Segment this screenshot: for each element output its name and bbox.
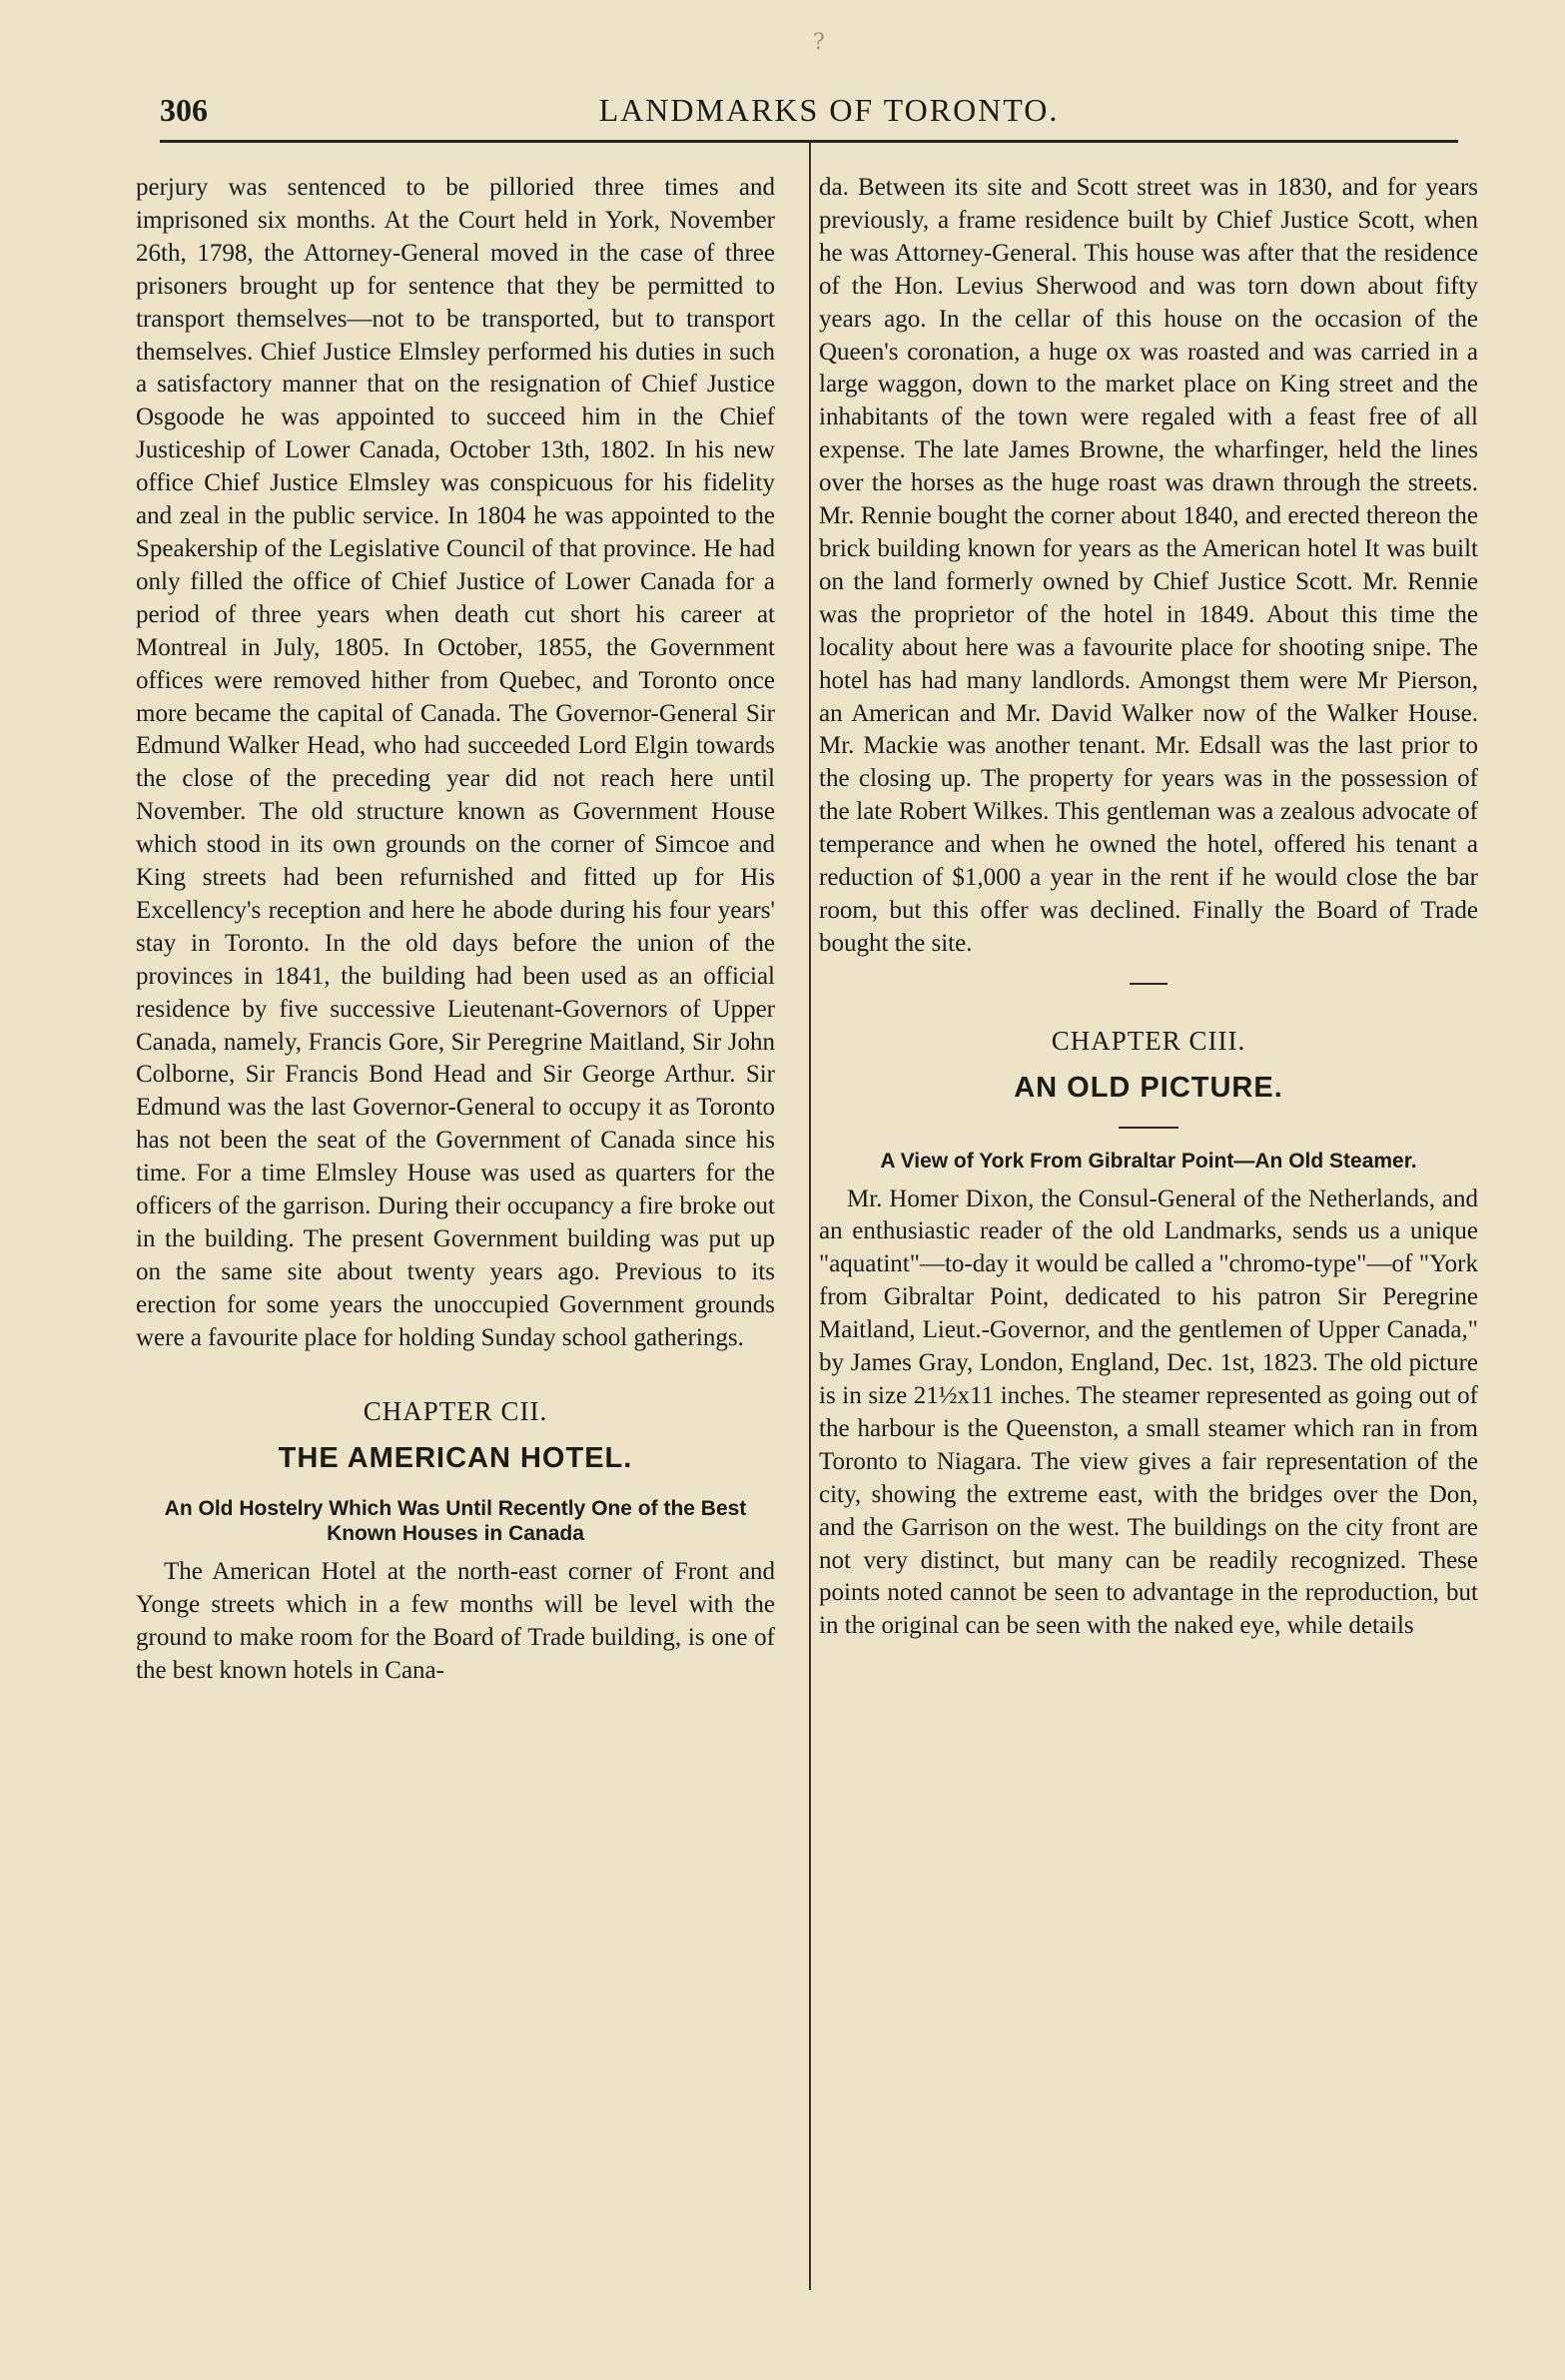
running-title: LANDMARKS OF TORONTO.: [598, 92, 1060, 128]
left-column: [136, 172, 775, 1688]
chapter-number-ciii: CHAPTER CIII.: [1051, 1025, 1246, 1056]
title-dash: [1119, 1127, 1178, 1129]
chapter-subtitle-cii: An Old Hostelry Which Was Until Recently One of the Best Known Houses in Canada: [164, 1497, 747, 1546]
right-column: [819, 172, 1478, 1643]
section-dash: [1130, 983, 1168, 985]
chapter-subtitle-ciii: A View of York From Gibraltar Point—An Old Steamer.: [880, 1149, 1417, 1173]
left-paragraph-1: perjury was sentenced to be pilloried three times and imprisoned six months. At the Court held in York, November 26th, 1798, the Attorney-General moved in the case of three prisoners brought up for sentence that they be permitted to transport themselves—not to be transported, but to transport themselves. Chief Justice Elmsley performed his duties in such a satisfactory manner that on the resignation of Chief Justice Osgoode he was appointed to succeed him in the Chief Justiceship of Lower Canada, October 13th, 1802. In his new office Chief Justice Elmsley was conspicuous for his fidelity and zeal in the public service. In 1804 he was appointed to the Speakership of the Legislative Council of that province. He had only filled the office of Chief Justice of Lower Canada for a period of three years when death cut short his career at Montreal in July, 1805. In October, 1855, the Government offices were removed hither from Quebec, and Toronto once more became the capital of Canada. The Governor-General Sir Edmund Walker Head, who had succeeded Lord Elgin towards the close of the preceding year did not reach here until November. The old structure known as Government House which stood in its own grounds on the corner of Simcoe and King streets had been refurnished and fitted up for His Excellency's reception and here he abode during his four years' stay in Toronto. In the old days before the union of the provinces in 1841, the building had been used as an official residence by five successive Lieutenant-Governors of Upper Canada, namely, Francis Gore, Sir Peregrine Maitland, Sir John Colborne, Sir Francis Bond Head and Sir George Arthur. Sir Edmund was the last Governor-General to occupy it as Toronto has not been the seat of the Government of Canada since his time. For a time Elmsley House was used as quarters for the officers of the garrison. During their occupancy a fire broke out in the building. The present Government building was put up on the same site about twenty years ago. Previous to its erection for some years the unoccupied Government grounds were a favourite place for holding Sunday school gatherings.: [136, 174, 775, 1351]
right-paragraph-2: Mr. Homer Dixon, the Consul-General of the Netherlands, and an enthusiastic reader of the old Landmarks, sends us a unique "aquatint"—to-day it would be called a "chromo-type"—of "York from Gibraltar Point, dedicated to his patron Sir Peregrine Maitland, Lieut.-Governor, and the gentlemen of Upper Canada," by James Gray, London, England, Dec. 1st, 1823. The old picture is in size 21½x11 inches. The steamer represented as going out of the harbour is the Queenston, a small steamer which ran in from Toronto to Niagara. The view gives a fair representation of the city, showing the extreme east, with the bridges over the Don, and the Garrison on the west. The buildings on the city front are not very distinct, but many can be readily recognized. These points noted cannot be seen to advantage in the reproduction, but in the original can be seen with the naked eye, while details: [819, 1185, 1478, 1640]
chapter-title-american-hotel: THE AMERICAN HOTEL.: [278, 1441, 633, 1474]
chapter-title-old-picture: AN OLD PICTURE.: [1014, 1071, 1283, 1104]
right-paragraph-1: da. Between its site and Scott street was in 1830, and for years previously, a frame residence built by Chief Justice Scott, when he was Attorney-General. This house was after that the residence of the Hon. Levius Sherwood and was torn down about fifty years ago. In the cellar of this house on the occasion of the Queen's coronation, a huge ox was roasted and was carried in a large waggon, down to the market place on King street and the inhabitants of the town were regaled with a feast free of all expense. The late James Browne, the wharfinger, held the lines over the horses as the huge roast was drawn through the streets. Mr. Rennie bought the corner about 1840, and erected thereon the brick building known for years as the American hotel It was built on the land formerly owned by Chief Justice Scott. Mr. Rennie was the proprietor of the hotel in 1849. About this time the locality about here was a favourite place for shooting snipe. The hotel has had many landlords. Amongst them were Mr Pierson, an American and Mr. David Walker now of the Walker House. Mr. Mackie was another tenant. Mr. Edsall was the last prior to the closing up. The property for years was in the possession of the late Robert Wilkes. This gentleman was a zealous advocate of temperance and when he owned the hotel, offered his tenant a reduction of $1,000 a year in the rent if he would close the bar room, but this offer was declined. Finally the Board of Trade bought the site.: [819, 174, 1478, 957]
chapter-number-cii: CHAPTER CII.: [363, 1395, 548, 1426]
page-header: [160, 92, 1458, 134]
left-paragraph-2: The American Hotel at the north-east corner of Front and Yonge streets which in a few months will be level with the ground to make room for the Board of Trade building, is one of the best known hotels in Cana-: [136, 1558, 775, 1685]
column-divider: [809, 143, 811, 2290]
page-number: 306: [160, 92, 208, 128]
printer-mark: ?: [813, 30, 825, 55]
